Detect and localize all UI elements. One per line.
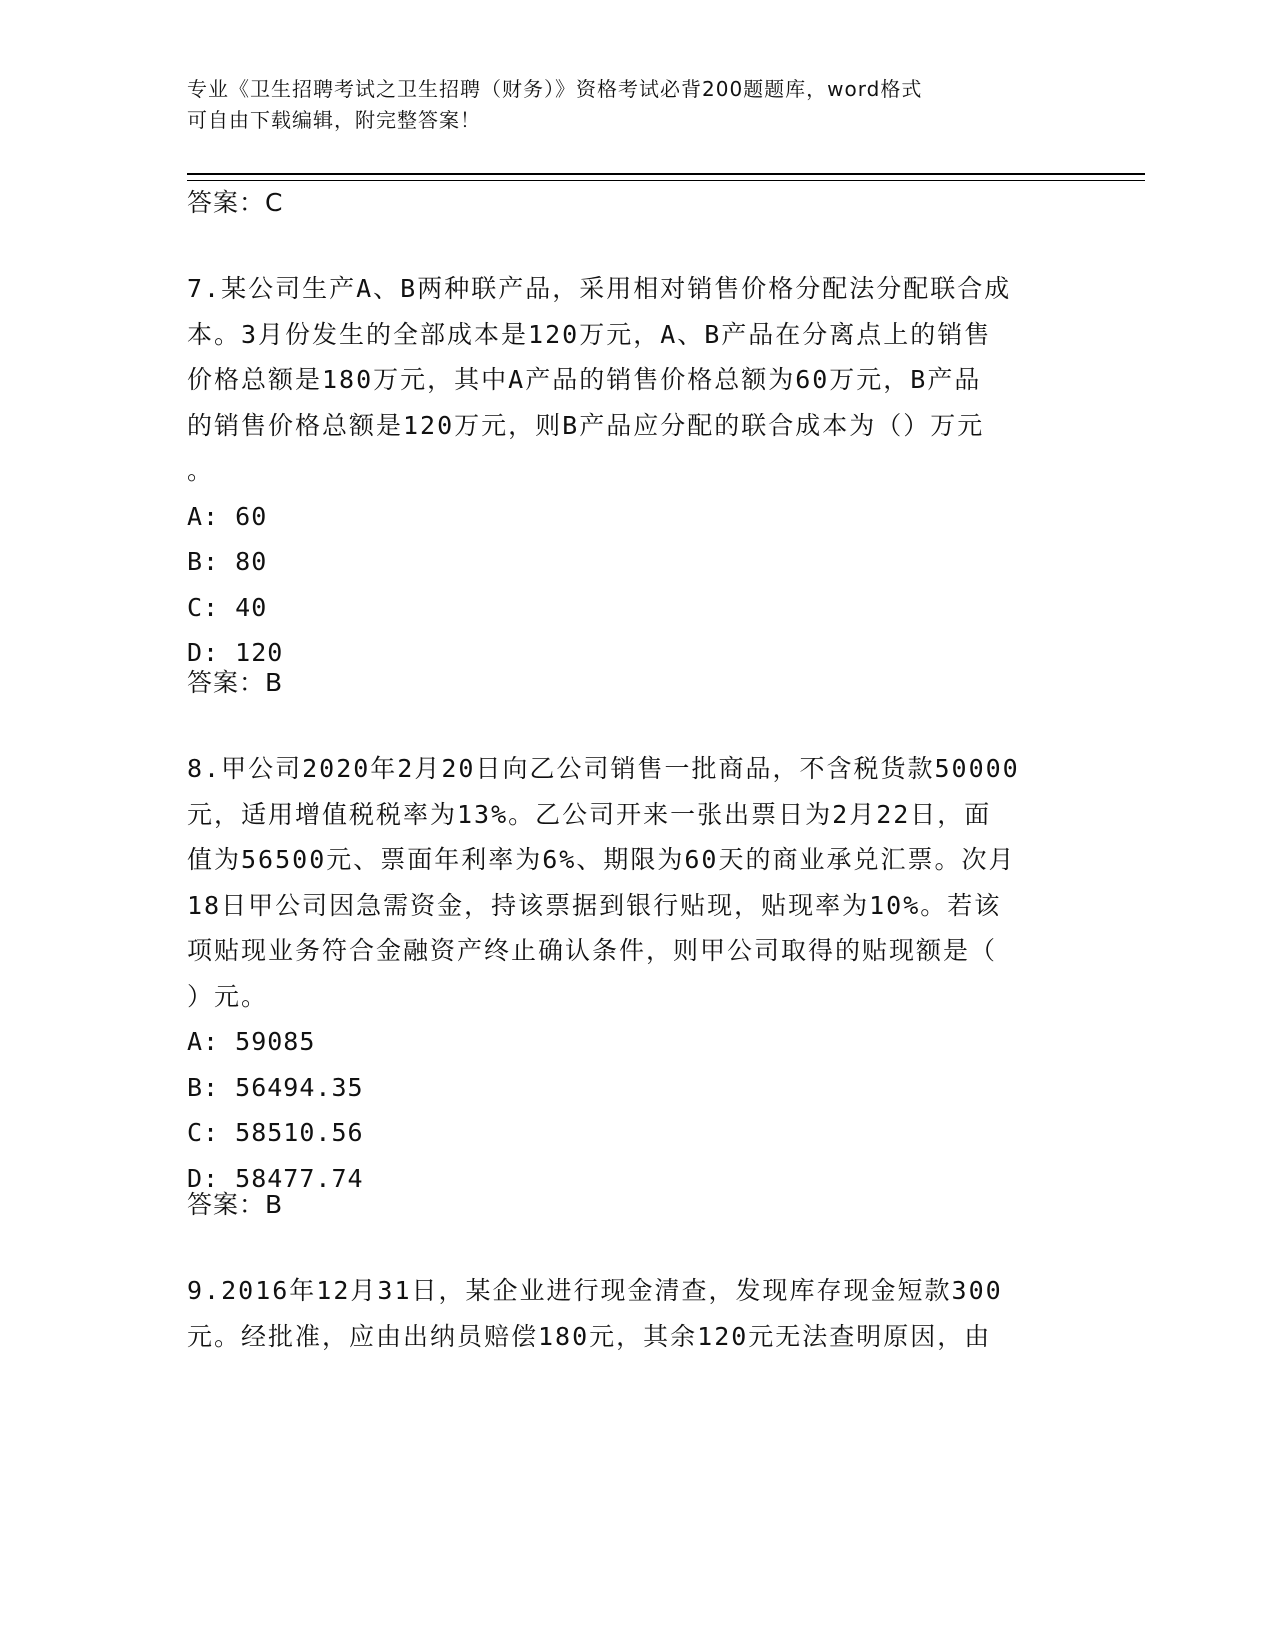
page-header [187, 74, 1067, 136]
answer-q8: 答案：B [187, 1190, 284, 1219]
question-8-line-6: ）元。 [187, 981, 269, 1011]
question-7-line-4: 的销售价格总额是120万元，则B产品应分配的联合成本为（）万元 [187, 410, 985, 440]
header-title-line-1: 专业《卫生招聘考试之卫生招聘（财务）》资格考试必背200题题库，word格式 [187, 77, 923, 101]
header-title-line-2: 可自由下载编辑，附完整答案！ [187, 108, 481, 132]
question-8-option-a: A: 59085 [187, 1027, 316, 1056]
question-7-line-5: 。 [187, 456, 215, 485]
question-8-line-1: 8.甲公司2020年2月20日向乙公司销售一批商品，不含税货款50000 [187, 754, 1020, 783]
question-8-option-d: D: 58477.74 [187, 1163, 364, 1193]
question-9 [187, 1268, 1087, 1359]
question-7-option-a: A: 60 [187, 501, 268, 531]
question-8-line-5: 项贴现业务符合金融资产终止确认条件，则甲公司取得的贴现额是（ [187, 936, 998, 965]
question-8-line-4: 18日甲公司因急需资金，持该票据到银行贴现，贴现率为10%。若该 [187, 890, 1002, 920]
question-8-option-b: B: 56494.35 [187, 1072, 364, 1102]
question-9-line-2: 元。经批准，应由出纳员赔偿180元，其余120元无法查明原因，由 [187, 1321, 992, 1351]
question-8-line-2: 元，适用增值税税率为13%。乙公司开来一张出票日为2月22日，面 [187, 799, 992, 829]
question-7-option-c: C: 40 [187, 592, 268, 622]
question-8-option-c: C: 58510.56 [187, 1118, 364, 1147]
question-9-line-1: 9.2016年12月31日，某企业进行现金清查，发现库存现金短款300 [187, 1276, 1003, 1305]
header-divider-thick [187, 173, 1145, 175]
question-7 [187, 266, 1087, 676]
question-8-line-3: 值为56500元、票面年利率为6%、期限为60天的商业承兑汇票。次月 [187, 845, 1016, 874]
question-7-line-2: 本。3月份发生的全部成本是120万元，A、B产品在分离点上的销售 [187, 319, 992, 349]
question-7-option-b: B: 80 [187, 547, 268, 576]
question-8 [187, 746, 1087, 1201]
answer-q6: 答案：C [187, 188, 284, 217]
answer-q7: 答案：B [187, 668, 284, 697]
question-7-line-1: 7.某公司生产A、B两种联产品，采用相对销售价格分配法分配联合成 [187, 274, 1012, 303]
question-7-option-d: D: 120 [187, 638, 284, 667]
question-7-line-3: 价格总额是180万元，其中A产品的销售价格总额为60万元，B产品 [187, 365, 982, 394]
